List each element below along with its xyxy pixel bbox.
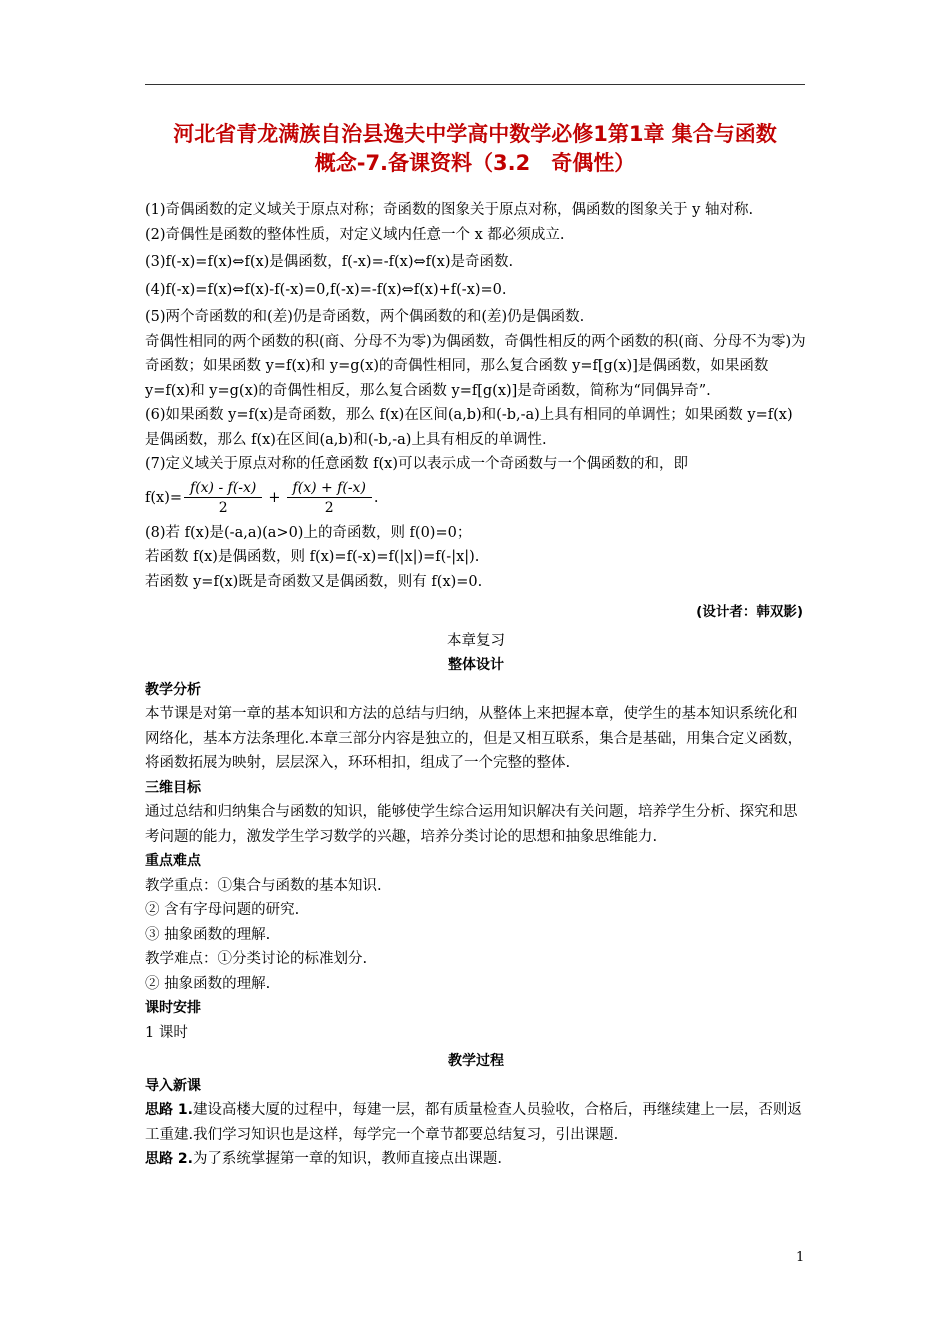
schedule-heading: 课时安排: [145, 1000, 201, 1016]
title-line-1: 河北省青龙满族自治县逸夫中学高中数学必修1第1章 集合与函数: [173, 122, 777, 146]
odd-part-fraction: [184, 479, 262, 518]
fraction-numerator: f(x) - f(-x): [184, 479, 262, 498]
overall-design-heading: 整体设计: [448, 657, 504, 673]
designer-credit: (设计者：韩双影): [696, 604, 803, 620]
key-difficult-points-heading: 重点难点: [145, 853, 201, 869]
teaching-analysis-text: 本节课是对第一章的基本知识和方法的总结与归纳，从整体上来把握本章，使学生的基本知识系统化和网络化，基本方法条理化.本章三部分内容是独立的，但是又相互联系，集合是基础，用集合定义函数，将函数拓展为映射，层层深入，环环相扣，组成了一个完整的整体.: [145, 706, 803, 771]
header-rule: [145, 84, 805, 85]
formula-end: .: [373, 490, 379, 507]
item-5-continued: 奇偶性相同的两个函数的积(商、分母不为零)为偶函数，奇偶性相反的两个函数的积(商、分母不为零)为奇函数；如果函数 y=f(x)和 y=g(x)的奇偶性相同，那么复合函数 y=f[g(x)]是偶函数，如果函数 y=f(x)和 y=g(x)的奇偶性相反，那么复合函数 y=f[g(x)]是奇函数，简称为“同偶异奇”.: [145, 333, 806, 399]
key-line: 教学难点：①分类讨论的标准划分.: [145, 951, 368, 967]
formula-lhs: f(x)=: [145, 490, 183, 507]
idea-2: [145, 1147, 807, 1172]
fraction-denominator: 2: [218, 500, 228, 516]
title-line-2: 概念-7.备课资料（3.2 奇偶性）: [314, 151, 636, 175]
key-line: ② 抽象函数的理解.: [145, 975, 271, 992]
intro-heading: 导入新课: [145, 1077, 201, 1094]
fraction-numerator: f(x) + f(-x): [287, 479, 372, 498]
idea-1: [145, 1098, 807, 1147]
goals-text: 通过总结和归纳集合与函数的知识，能够使学生综合运用知识解决有关问题，培养学生分析、探究和思考问题的能力，激发学生学习数学的兴趣，培养分类讨论的思想和抽象思维能力.: [145, 804, 798, 845]
item-3: (3)f(-x)=f(x)⇔f(x)是偶函数，f(-x)=-f(x)⇔f(x)是奇函数.: [145, 254, 514, 270]
plus-sign: +: [268, 490, 281, 507]
even-part-fraction: [287, 479, 372, 518]
item-2: (2)奇偶性是函数的整体性质，对定义域内任意一个 x 都必须成立.: [145, 226, 565, 243]
decomposition-formula: [145, 479, 807, 519]
item-8-b: 若函数 f(x)是偶函数，则 f(x)=f(-x)=f(|x|)=f(-|x|).: [145, 549, 480, 565]
item-8: (8)若 f(x)是(-a,a)(a>0)上的奇函数，则 f(0)=0；: [145, 524, 472, 541]
item-4: (4)f(-x)=f(x)⇔f(x)-f(-x)=0,f(-x)=-f(x)⇔f(x)+f(-x)=0.: [145, 281, 507, 298]
item-5: (5)两个奇函数的和(差)仍是奇函数，两个偶函数的和(差)仍是偶函数.: [145, 309, 585, 325]
fraction-denominator: 2: [324, 500, 334, 516]
key-line: 教学重点：①集合与函数的基本知识.: [145, 877, 382, 894]
chapter-review-heading: 本章复习: [447, 632, 505, 649]
idea-1-label: 思路 1.: [145, 1102, 193, 1118]
three-dimensional-goals-heading: 三维目标: [145, 779, 201, 796]
page-number: 1: [796, 1250, 805, 1265]
schedule-text: 1 课时: [145, 1024, 188, 1041]
item-7: (7)定义域关于原点对称的任意函数 f(x)可以表示成一个奇函数与一个偶函数的和，即: [145, 456, 689, 472]
document-body: [145, 198, 807, 1172]
idea-2-text: 为了系统掌握第一章的知识，教师直接点出课题.: [192, 1151, 503, 1167]
key-line: ② 含有字母问题的研究.: [145, 902, 300, 918]
item-1: (1)奇偶函数的定义域关于原点对称；奇函数的图象关于原点对称，偶函数的图象关于 y 轴对称.: [145, 202, 754, 218]
item-6: (6)如果函数 y=f(x)是奇函数，那么 f(x)在区间(a,b)和(-b,-a)上具有相同的单调性；如果函数 y=f(x)是偶函数，那么 f(x)在区间(a,b)和(-b,-a)上具有相反的单调性.: [145, 407, 793, 448]
teaching-analysis-heading: 教学分析: [145, 681, 201, 698]
key-line: ③ 抽象函数的理解.: [145, 926, 271, 943]
teaching-process-heading: 教学过程: [448, 1053, 504, 1069]
document-title: [120, 120, 830, 178]
item-8-c: 若函数 y=f(x)既是奇函数又是偶函数，则有 f(x)=0.: [145, 573, 483, 590]
idea-2-label: 思路 2.: [145, 1151, 193, 1167]
idea-1-text: 建设高楼大厦的过程中，每建一层，都有质量检查人员验收，合格后，再继续建上一层，否则返工重建.我们学习知识也是这样，每学完一个章节都要总结复习，引出课题.: [145, 1102, 802, 1143]
